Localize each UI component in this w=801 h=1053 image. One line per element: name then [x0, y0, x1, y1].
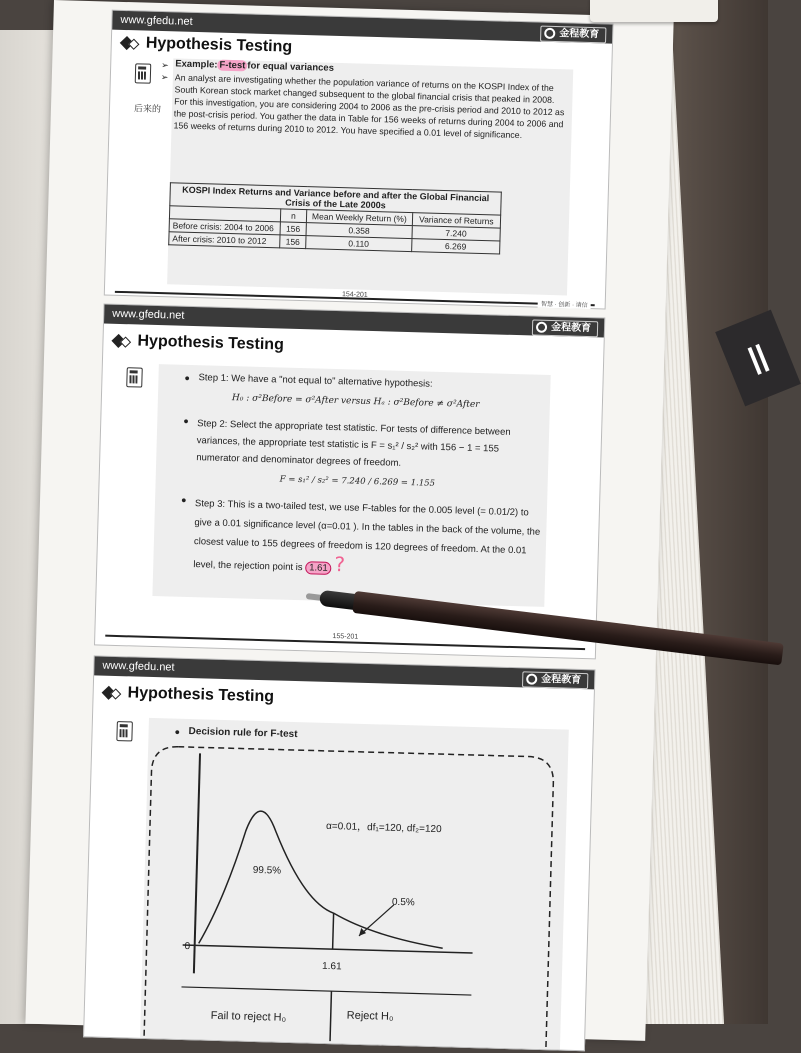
area-main-label: 99.5% [252, 864, 282, 877]
ftest-highlight: F-test [219, 59, 246, 72]
calculator-icon [116, 721, 133, 741]
site-url: www.gfedu.net [120, 13, 193, 28]
params-label: α=0.01，df₁=120, df₂=120 [325, 820, 442, 836]
site-url: www.gfedu.net [112, 307, 185, 322]
eraser [590, 0, 718, 22]
brand-logo: 金程教育 [540, 26, 606, 44]
arrow-icon [359, 928, 366, 936]
example-paragraph: An analyst are investigating whether the population variance of returns on the KOSPI Index of the South Korean stock market changed subsequent to the global financial crisis that peaked in 2008. For this investigation, you are considering 2004 to 2006 as the pre-crisis period and 2010 to 2012 as the post-crisis period. You gather the data in Table for 156 weeks of returns during 2004 to 2006 and 156 weeks of returns during 2010 to 2012. You have specified a 0.01 level of significance. [173, 72, 565, 141]
slide-1 [104, 10, 614, 310]
handwritten-note: 后来的 [133, 104, 162, 116]
page-number: 154-201 [341, 291, 368, 299]
area-tail-label: 0.5% [391, 896, 415, 909]
f-distribution-diagram [140, 738, 568, 1050]
card-edge: || [715, 310, 801, 407]
calculator-icon [126, 367, 143, 387]
brand-logo: 金程教育 [522, 671, 588, 689]
table-caption: KOSPI Index Returns and Variance before and after the Global Financial Crisis of the Late 2000s [170, 183, 502, 215]
critical-line [333, 913, 334, 949]
brand-logo: 金程教育 [532, 319, 598, 337]
origin-label: 0 [184, 941, 191, 953]
arrow-bullet-icon: ➢ [160, 72, 169, 83]
table-row: After crisis: 2010 to 2012 156 0.110 6.269 [169, 232, 500, 254]
step2-formula: F = s₁² / s₂² = 7.240 / 6.269 = 1.155 [279, 474, 436, 489]
table-row: Before crisis: 2004 to 2006 156 0.358 7.240 [169, 219, 500, 241]
bullet-dot-icon: ● [180, 494, 187, 505]
reject-label: Reject H₀ [346, 1009, 394, 1023]
kospi-table [168, 182, 502, 254]
step1-text: Step 1: We have a "not equal to" alternative hypothesis: [198, 372, 433, 390]
reject-point-value: 1.61 [305, 561, 332, 575]
decision-rule-heading: Decision rule for F-test [188, 726, 298, 741]
slide-3 [83, 655, 595, 1051]
page-number: 155-201 [332, 633, 359, 641]
example-heading: Example: F-test for equal variances [175, 58, 335, 74]
arrow-bullet-icon: ➢ [161, 60, 169, 71]
step3-text: Step 3: This is a two-tailed test, we use F-tables for the 0.005 level (= 0.01/2) to give a 0.01 significance level (α=0.01 ). In the tables in the back of the volume, the closest value to 155 degrees of freedom is 120 degrees of freedom. At the 0.01 level, the rejection point is 1.61 ? [193, 498, 541, 577]
bullet-dot-icon: ● [184, 372, 191, 383]
fail-to-reject-label: Fail to reject H₀ [210, 1009, 287, 1024]
y-axis [194, 753, 200, 973]
book-page [25, 0, 673, 1041]
slide-title: Hypothesis Testing [93, 679, 594, 719]
site-url: www.gfedu.net [102, 659, 175, 674]
slide-title: Hypothesis Testing [111, 30, 612, 70]
critical-value-label: 1.61 [321, 960, 342, 973]
bullet-dot-icon: ● [174, 726, 181, 737]
step2-text: Step 2: Select the appropriate test statistic. For tests of difference between variances, the appropriate test statistic is F = s₁² / s₂² with 156 − 1 = 155 numerator and denominator degrees of freedom. [196, 418, 511, 469]
slide-title: Hypothesis Testing [103, 328, 604, 368]
step1-formula: H₀ : σ²Before = σ²After versus Hₐ : σ²Before ≠ σ²After [231, 393, 480, 411]
bullet-dot-icon: ● [183, 415, 189, 426]
table-header-row: n Mean Weekly Return (%) Variance of Returns [169, 206, 500, 228]
footer-motto: 智慧 · 创新 · 请信 [538, 299, 591, 309]
calculator-icon [135, 63, 152, 83]
